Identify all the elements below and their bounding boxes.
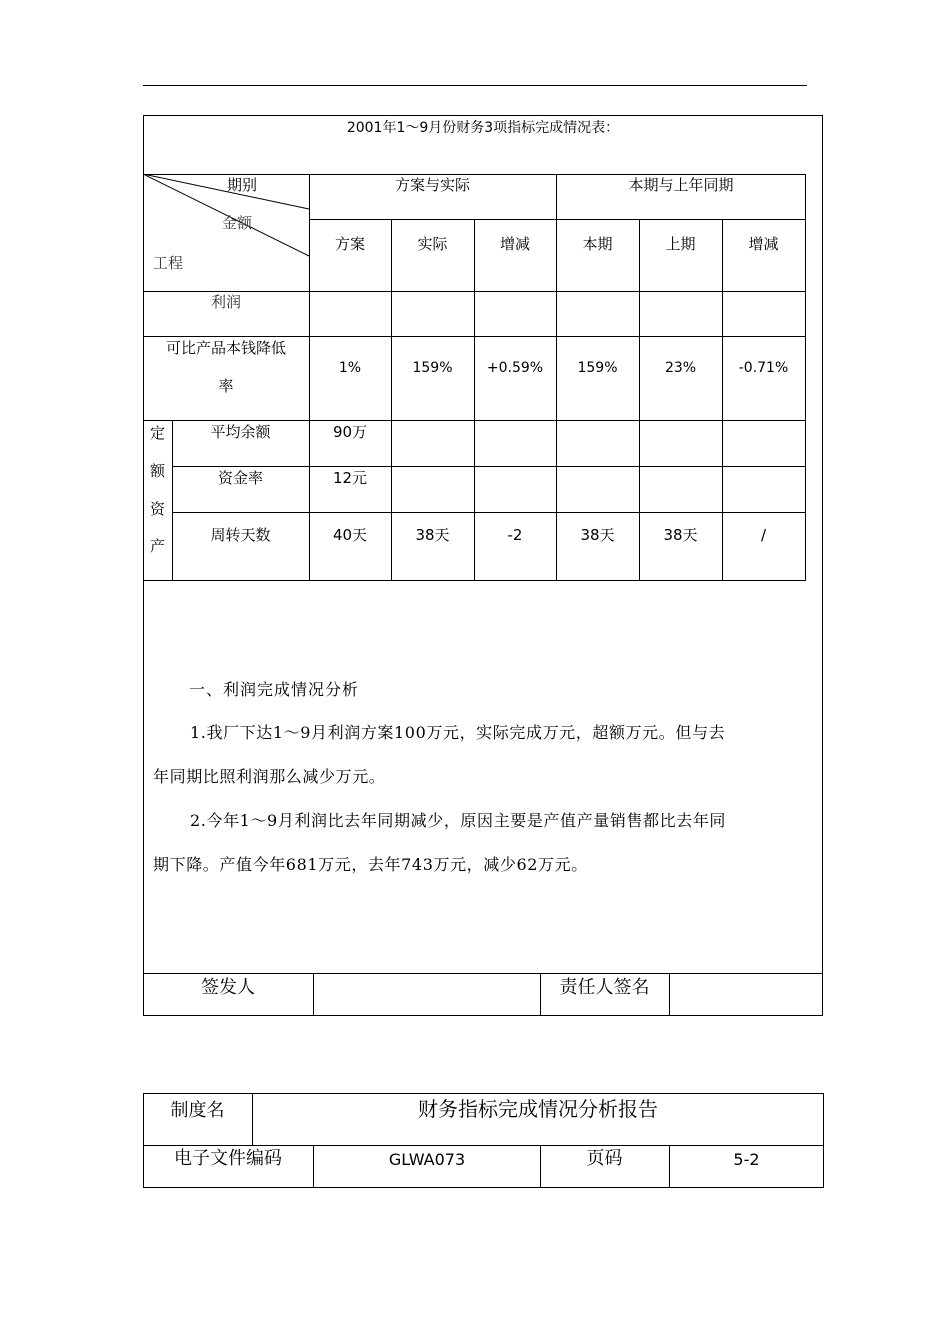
table-cell: -2 bbox=[507, 526, 523, 544]
table-cell: -0.71% bbox=[738, 360, 789, 376]
analysis-paragraph-1-cont: 年同期比照利润那么减少万元。 bbox=[153, 767, 386, 786]
issuer-label: 签发人 bbox=[201, 977, 255, 998]
row-label-turnover-days: 周转天数 bbox=[210, 526, 271, 544]
column-header-change: 增减 bbox=[499, 235, 530, 253]
table-cell: 1% bbox=[338, 360, 362, 376]
table-cell: 90万 bbox=[332, 423, 368, 441]
table-cell: 38天 bbox=[580, 526, 615, 544]
column-header-previous: 上期 bbox=[665, 235, 696, 253]
group-header-plan-actual: 方案与实际 bbox=[394, 176, 470, 194]
system-name-value: 财务指标完成情况分析报告 bbox=[418, 1097, 658, 1121]
group-label-fixed-assets-1: 定 bbox=[149, 424, 165, 442]
header-rule bbox=[143, 85, 807, 86]
file-code-value: GLWA073 bbox=[388, 1150, 466, 1169]
table-cell: 40天 bbox=[332, 526, 368, 544]
corner-item-label: 工程 bbox=[153, 254, 184, 272]
analysis-paragraph-2-cont: 期下降。产值今年681万元，去年743万元，减少62万元。 bbox=[153, 855, 588, 874]
page-number: 5-2 bbox=[733, 1150, 760, 1169]
corner-period-label: 期别 bbox=[227, 176, 258, 194]
analysis-paragraph-2: 2.今年1～9月利润比去年同期减少，原因主要是产值产量销售都比去年同 bbox=[190, 811, 727, 830]
analysis-heading: 一、利润完成情况分析 bbox=[189, 680, 360, 699]
table-cell: / bbox=[760, 526, 767, 544]
table-cell: 23% bbox=[664, 360, 697, 376]
column-header-actual: 实际 bbox=[417, 235, 448, 253]
table-cell: +0.59% bbox=[486, 360, 544, 376]
table-cell: 38天 bbox=[663, 526, 698, 544]
responsible-signature-label: 责任人签名 bbox=[559, 977, 650, 998]
group-label-fixed-assets-2: 额 bbox=[149, 462, 165, 480]
row-label-profit: 利润 bbox=[210, 293, 241, 311]
row-label-cost-reduction: 可比产品本钱降低 bbox=[165, 339, 286, 357]
corner-amount-label: 金额 bbox=[222, 214, 253, 232]
group-label-fixed-assets-4: 产 bbox=[149, 537, 165, 555]
file-code-label: 电子文件编码 bbox=[174, 1148, 282, 1169]
table-title: 2001年1～9月份财务3项指标完成情况表： bbox=[346, 120, 620, 136]
table-cell: 12元 bbox=[332, 469, 368, 487]
table-cell: 38天 bbox=[415, 526, 450, 544]
column-header-change-yoy: 增减 bbox=[748, 235, 779, 253]
page-label: 页码 bbox=[586, 1148, 623, 1169]
column-header-plan: 方案 bbox=[334, 235, 365, 253]
table-cell: 159% bbox=[412, 360, 453, 376]
row-label-fund-rate: 资金率 bbox=[217, 469, 263, 487]
row-label-cost-reduction-cont: 率 bbox=[218, 377, 234, 395]
system-name-label: 制度名 bbox=[170, 1100, 225, 1121]
column-header-current: 本期 bbox=[582, 235, 613, 253]
row-label-avg-balance: 平均余额 bbox=[210, 423, 271, 441]
analysis-paragraph-1: 1.我厂下达1～9月利润方案100万元，实际完成万元，超额万元。但与去 bbox=[190, 723, 726, 742]
group-header-yoy: 本期与上年同期 bbox=[628, 176, 734, 194]
group-label-fixed-assets-3: 资 bbox=[149, 500, 165, 518]
table-cell: 159% bbox=[577, 360, 618, 376]
